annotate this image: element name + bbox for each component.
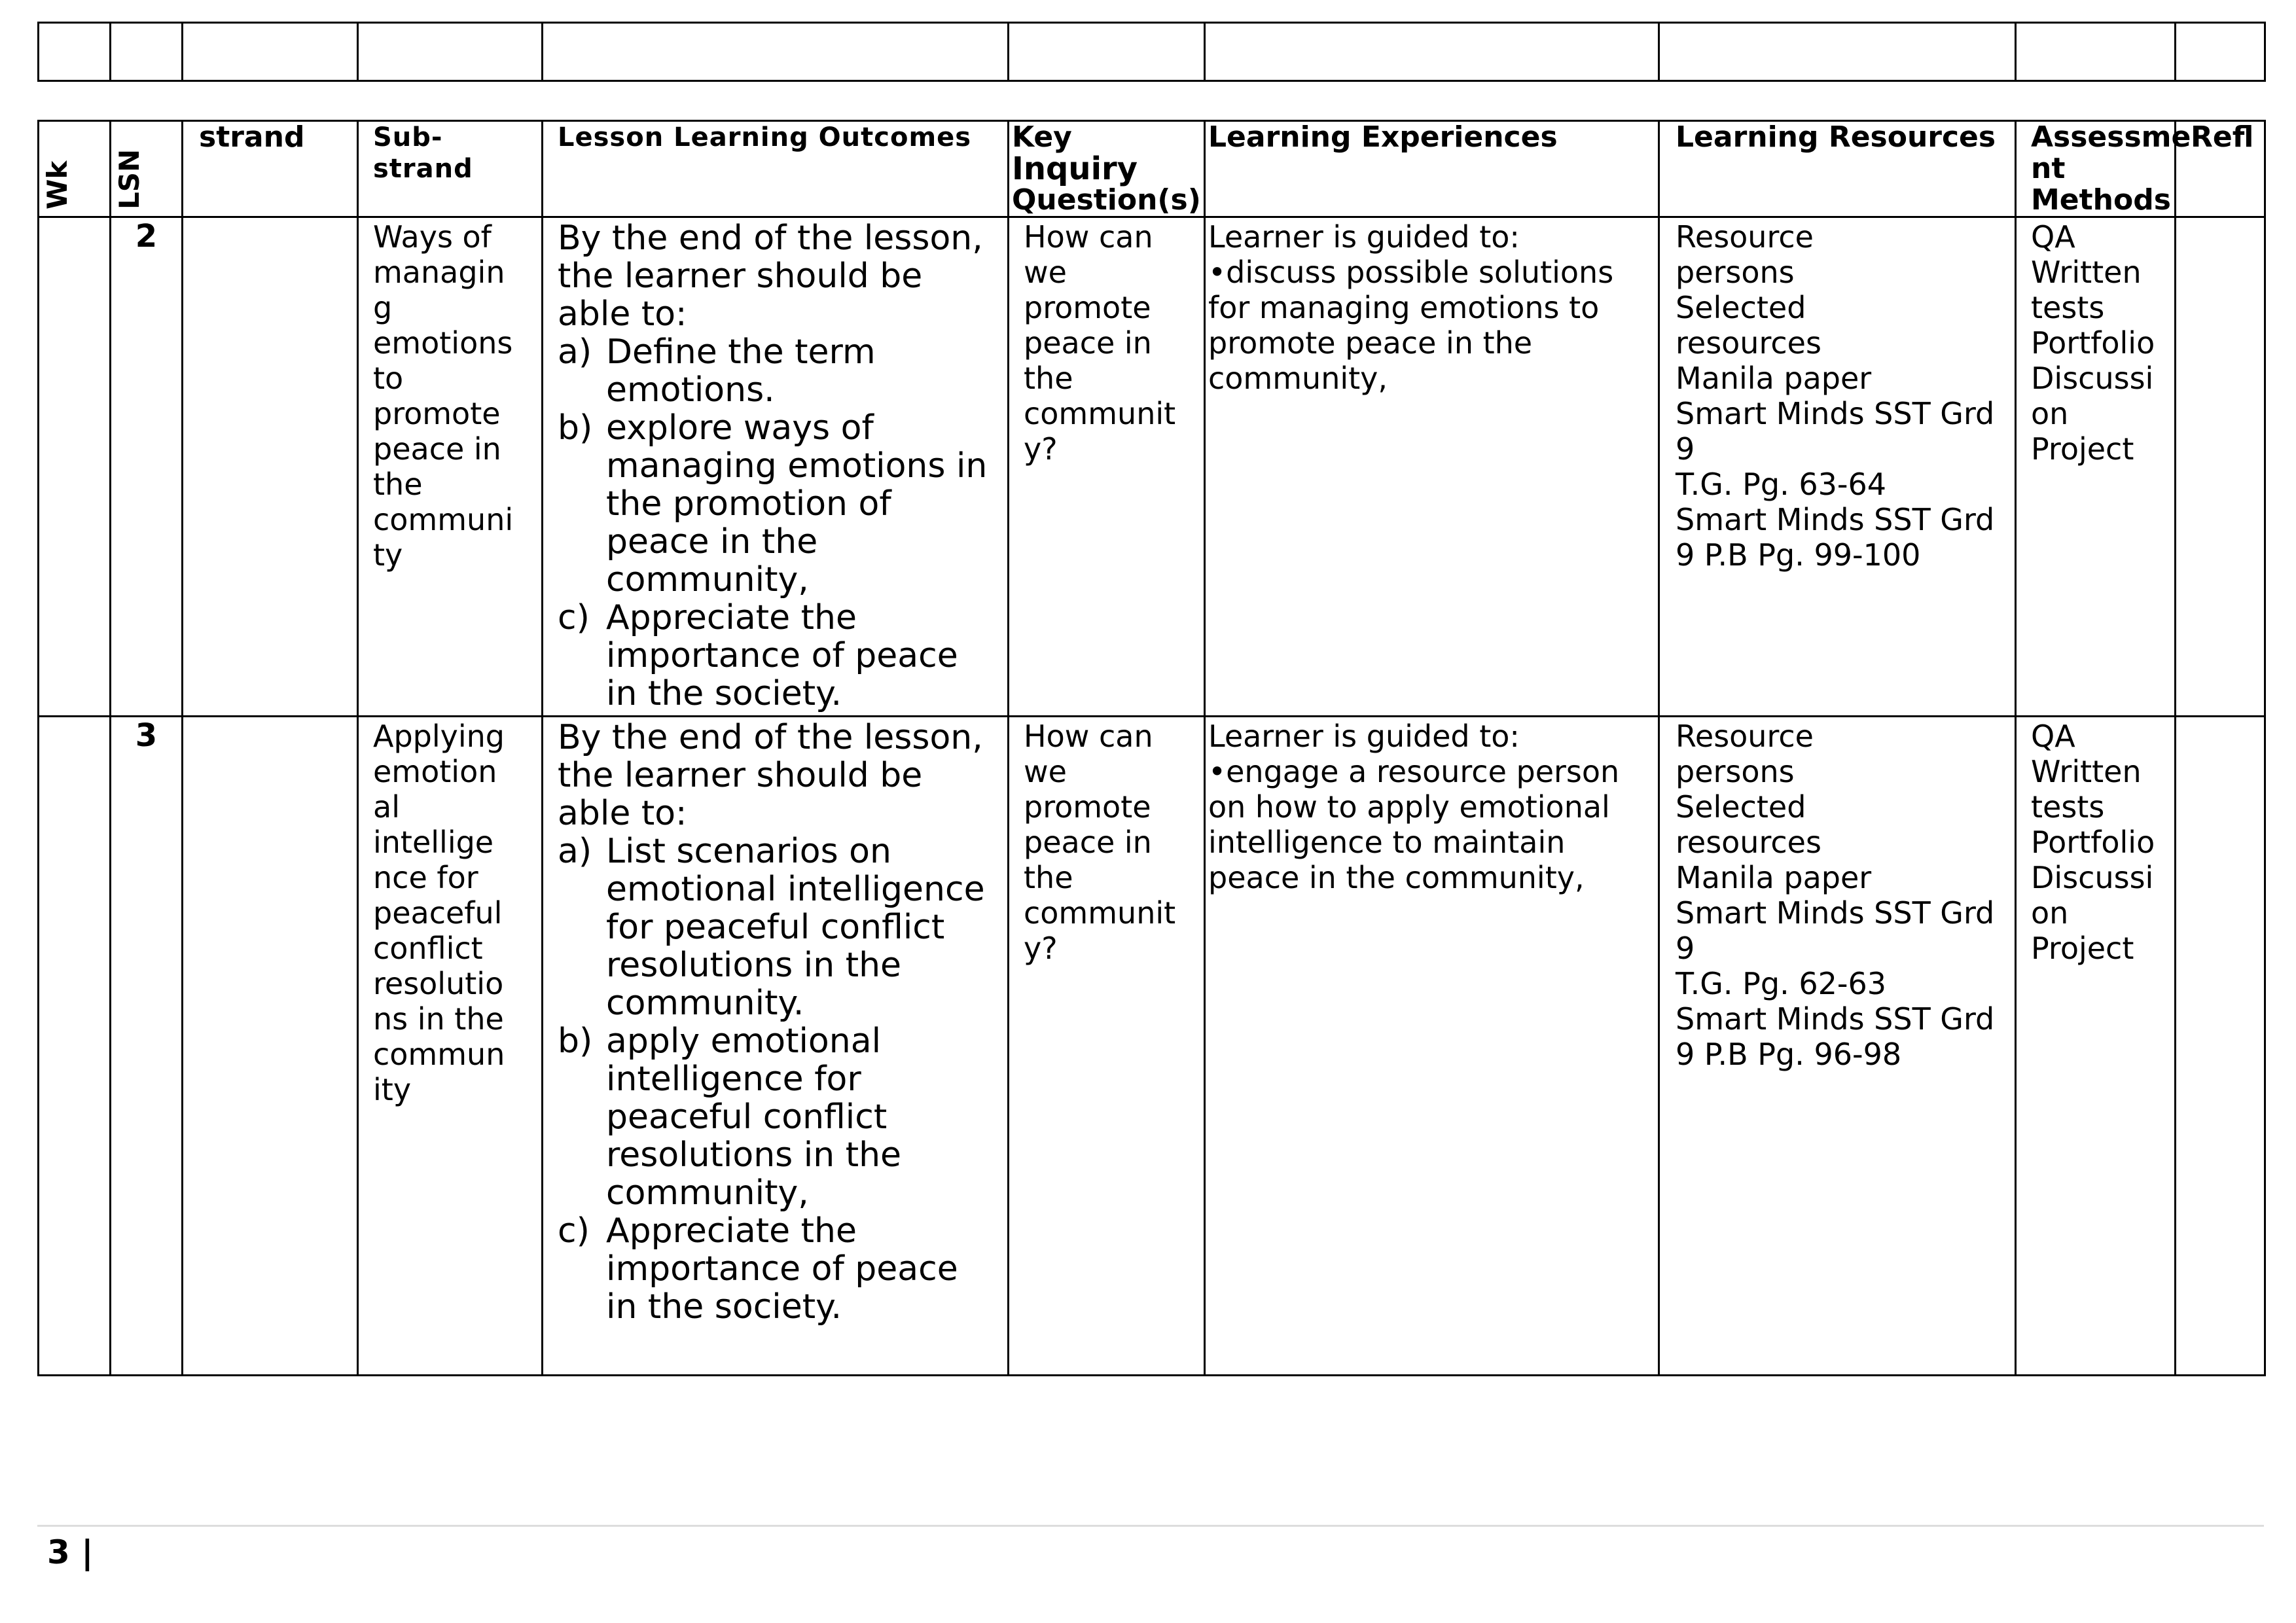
resource-line: Smart Minds SST Grd [1676,1001,1995,1037]
col-header-assessment [2016,120,2191,217]
list-marker: c) [558,598,590,637]
experiences-bullet: •engage a resource person on how to apply emotional intelligence to maintain peace in the community, [1208,754,1620,895]
resource-line: persons [1676,754,1795,789]
key-inquiry-text-line: communit [1024,895,1176,931]
list-text: Appreciate the importance of peace in the society. [606,1211,958,1327]
col-header-strand: strand [183,121,358,217]
outcomes-intro: By the end of the lesson, the learner should be able to: [558,219,983,334]
sub-strand-cell [358,217,543,717]
resource-line: Selected [1676,789,1806,825]
resource-line: Resource [1676,719,1814,754]
resource-line: Manila paper [1676,860,1872,895]
key-inquiry-text-line: promote [1024,789,1151,825]
col-header-wk [39,121,111,217]
key-inquiry-text-line: peace in [1024,325,1152,361]
assessment-line: on [2031,895,2069,931]
resources-cell [1659,717,2016,1376]
sub-strand-line: managin [373,255,505,290]
assessment-line: Project [2031,431,2134,467]
col-header-resources: Learning Resources [1659,121,2016,217]
blank-cell [39,23,111,81]
table-row [39,217,2265,717]
list-text: Define the term emotions. [606,332,876,410]
assessment-header-line: Assessme [2031,120,2191,154]
sub-strand-cell [358,717,543,1376]
resource-line: T.G. Pg. 62-63 [1676,966,1886,1001]
blank-cell [1659,23,2016,81]
resource-line: 9 P.B Pg. 96-98 [1676,1037,1902,1072]
sub-strand-line: Applying [373,719,505,754]
resource-line: 9 P.B Pg. 99-100 [1676,537,1921,573]
key-inquiry-text-line: the [1024,860,1073,895]
list-text: List scenarios on emotional intelligence for peaceful conflict resolutions in the community. [606,832,985,1023]
assessment-line: Portfolio [2031,325,2155,361]
experiences-cell [1205,717,1659,1376]
key-inquiry-text-line: How can [1024,219,1153,255]
list-text: explore ways of managing emotions in the promotion of peace in the community, [606,408,988,599]
sub-strand-line: communi [373,502,514,537]
list-item [558,409,993,599]
assessment-line: tests [2031,789,2105,825]
key-inquiry-cell [1009,217,1205,717]
col-header-wk-label: Wk [41,160,73,209]
sub-strand-line: nce for [373,860,478,895]
sub-strand-line: ns in the [373,1001,504,1037]
lsn-cell: 3 [111,717,183,1376]
blank-header-table [37,22,2266,82]
list-marker: b) [558,408,593,448]
experiences-intro: Learner is guided to: [1208,719,1520,754]
blank-header-row [39,23,2265,81]
wk-cell [39,217,111,717]
list-marker: a) [558,332,592,372]
blank-cell [1009,23,1205,81]
key-inquiry-cell [1009,717,1205,1376]
strand-cell [183,717,358,1376]
key-inquiry-text-line: we [1024,754,1067,789]
column-header-row [39,121,2265,217]
strand-cell [183,217,358,717]
resource-line: 9 [1676,431,1695,467]
key-inquiry-text-line: communit [1024,396,1176,431]
assessment-line: QA [2031,219,2075,255]
list-item [558,832,993,1022]
list-marker: b) [558,1022,593,1061]
resource-line: Smart Minds SST Grd [1676,396,1995,431]
page-number: 3 | [47,1533,94,1571]
table-row [39,717,2265,1376]
col-header-outcomes: Lesson Learning Outcomes [543,121,1009,217]
assessment-line: Discussi [2031,860,2154,895]
col-header-key-inquiry [1009,121,1205,217]
blank-cell [183,23,358,81]
sub-strand-line: to [373,361,404,396]
sub-strand-line: Ways of [373,219,492,255]
resource-line: Smart Minds SST Grd [1676,895,1995,931]
outcomes-list [558,832,993,1326]
list-item [558,333,993,409]
key-inquiry-text-line: y? [1024,431,1058,467]
key-inquiry-text-line: How can [1024,719,1153,754]
lsn-cell: 2 [111,217,183,717]
key-inquiry-text-line: we [1024,255,1067,290]
resource-line: Smart Minds SST Grd [1676,502,1995,537]
assessment-line: Discussi [2031,361,2154,396]
resource-line: Resource [1676,219,1814,255]
list-item [558,1212,993,1326]
assessment-cell [2016,717,2176,1376]
key-inquiry-text-line: the [1024,361,1073,396]
col-header-sub-strand: Sub-strand [358,121,543,217]
blank-cell [111,23,183,81]
experiences-intro: Learner is guided to: [1208,219,1520,255]
sub-strand-line: conflict [373,931,483,966]
sub-strand-line: g [373,290,393,325]
reflection-cell [2176,717,2265,1376]
footer-divider [37,1525,2264,1527]
assessment-line: on [2031,396,2069,431]
key-inquiry-line: Inquiry [1012,151,1138,187]
key-inquiry-text-line: peace in [1024,825,1152,860]
resource-line: resources [1676,325,1821,361]
assessment-cell [2016,217,2176,717]
resource-line: Manila paper [1676,361,1872,396]
resource-line: T.G. Pg. 63-64 [1676,467,1886,502]
scheme-of-work-table [37,120,2266,1376]
resource-line: resources [1676,825,1821,860]
assessment-line: Written [2031,754,2142,789]
assessment-line: Portfolio [2031,825,2155,860]
experiences-bullet: •discuss possible solutions for managing emotions to promote peace in the community, [1208,255,1614,396]
outcomes-list [558,333,993,713]
sub-strand-line: peaceful [373,895,503,931]
blank-cell [1205,23,1659,81]
list-item [558,599,993,713]
key-inquiry-line: Key [1012,120,1072,154]
assessment-header-line: nt [2031,152,2066,185]
sub-strand-line: intellige [373,825,494,860]
list-text: Appreciate the importance of peace in the society. [606,598,958,713]
sub-strand-line: emotions [373,325,513,361]
resource-line: 9 [1676,931,1695,966]
outcomes-cell [543,717,1009,1376]
sub-strand-line: commun [373,1037,505,1072]
sub-strand-line: ity [373,1072,412,1107]
assessment-line: Project [2031,931,2134,966]
assessment-line: tests [2031,290,2105,325]
sub-strand-line: the [373,467,423,502]
outcomes-cell [543,217,1009,717]
key-inquiry-text-line: y? [1024,931,1058,966]
list-text: apply emotional intelligence for peaceful conflict resolutions in the community, [606,1022,902,1213]
sub-strand-line: resolutio [373,966,504,1001]
list-marker: c) [558,1211,590,1251]
assessment-header-line: Methods [2031,183,2171,217]
col-header-lsn [111,121,183,217]
blank-cell [543,23,1009,81]
reflection-cell [2176,217,2265,717]
resources-cell [1659,217,2016,717]
key-inquiry-line: Question(s) [1012,183,1201,217]
sub-strand-line: al [373,789,400,825]
blank-cell [2176,23,2265,81]
resource-line: Selected [1676,290,1806,325]
col-header-reflection: Refl [2176,121,2265,217]
sub-strand-line: promote [373,396,501,431]
list-marker: a) [558,832,592,871]
wk-cell [39,717,111,1376]
resource-line: persons [1676,255,1795,290]
list-item [558,1022,993,1212]
col-header-lsn-label: LSN [113,149,145,209]
outcomes-intro: By the end of the lesson, the learner should be able to: [558,718,983,833]
assessment-line: Written [2031,255,2142,290]
col-header-experiences: Learning Experiences [1205,121,1659,217]
assessment-line: QA [2031,719,2075,754]
blank-cell [2016,23,2176,81]
experiences-cell [1205,217,1659,717]
key-inquiry-text-line: promote [1024,290,1151,325]
blank-cell [358,23,543,81]
sub-strand-line: ty [373,537,403,573]
sub-strand-line: peace in [373,431,501,467]
sub-strand-line: emotion [373,754,497,789]
